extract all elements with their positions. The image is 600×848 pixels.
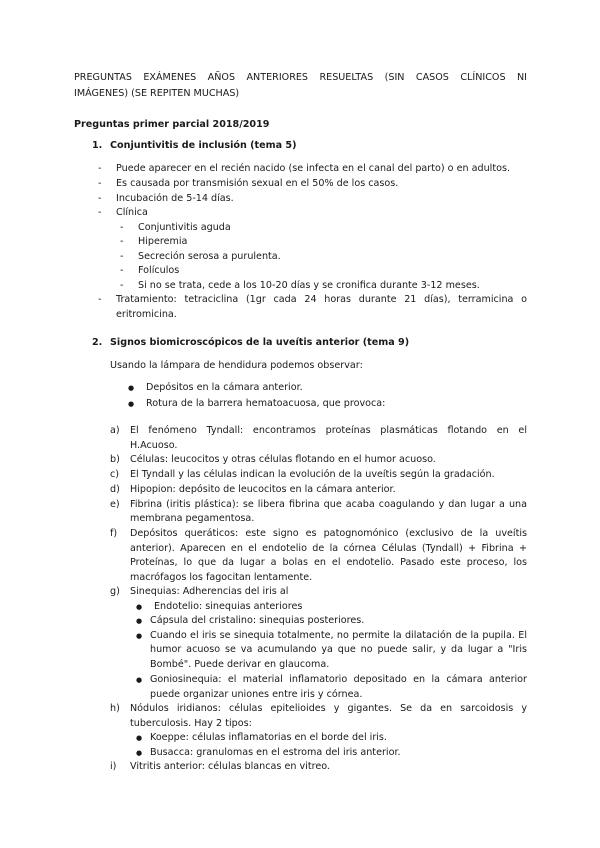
q1-bullet-2: Es causada por transmisión sexual en el 50% de los casos. (116, 178, 399, 189)
dash-marker: - (98, 163, 102, 174)
item-f-line-2: anterior). Aparecen en el endotelio de la córnea Células (Tyndall) + Fibrina + (130, 543, 527, 554)
dot-marker: ● (136, 603, 143, 611)
item-a-line-1: El fenómeno Tyndall: encontramos proteínas plasmáticas flotando en el (130, 425, 527, 436)
dash-marker: - (98, 294, 102, 305)
q1-bullet-1: Puede aparecer en el recién nacido (se infecta en el canal del parto) o en adultos. (116, 163, 511, 174)
letter-h: h) (110, 703, 120, 714)
header-line-1: PREGUNTAS EXÁMENES AÑOS ANTERIORES RESUELTAS (SIN CASOS CLÍNICOS NI (74, 72, 527, 83)
item-f-line-4: macrófagos los fagocitan lentamente. (130, 572, 313, 583)
item-d: Hipopion: depósito de leucocitos en la cámara anterior. (130, 484, 396, 495)
g-item-4-line-1: Goniosinequia: el material inflamatorio depositado en la cámara anterior (150, 674, 527, 685)
item-c: El Tyndall y las células indican la evolución de la uveítis según la gradación. (130, 469, 495, 480)
q2-number: 2. (92, 337, 103, 348)
clinica-item-2: Hiperemia (138, 236, 188, 247)
dot-marker: ● (136, 749, 143, 757)
q2-dot-item-1: Depósitos en la cámara anterior. (146, 382, 303, 393)
item-f-line-3: Proteínas, lo que da lugar a bolas en el endotelio. Pasado este proceso, los (130, 557, 527, 568)
item-h-line-2: tuberculosis. Hay 2 tipos: (130, 718, 252, 729)
clinica-item-4: Folículos (138, 265, 180, 276)
q1-number: 1. (92, 140, 103, 151)
dash-marker: - (120, 251, 124, 262)
dash-marker: - (98, 207, 102, 218)
letter-d: d) (110, 484, 120, 495)
q1-bullet-3: Incubación de 5-14 días. (116, 193, 234, 204)
dot-marker: ● (136, 676, 143, 684)
g-item-4-line-2: puede organizar uniones entre iris y córnea. (150, 689, 363, 700)
item-e-line-1: Fibrina (iritis plástica): se libera fibrina que acaba coagulando y dan lugar a una (130, 499, 527, 510)
letter-c: c) (110, 469, 120, 480)
header-line-2: IMÁGENES) (SE REPITEN MUCHAS) (74, 88, 240, 99)
q1-treatment-line-2: eritromicina. (116, 309, 177, 320)
dash-marker: - (120, 280, 124, 291)
h-item-2: Busacca: granulomas en el estroma del iris anterior. (150, 747, 401, 758)
letter-g: g) (110, 586, 120, 597)
dash-marker: - (120, 265, 124, 276)
dash-marker: - (120, 236, 124, 247)
dash-marker: - (120, 222, 124, 233)
clinica-item-1: Conjuntivitis aguda (138, 222, 231, 233)
g-item-3-line-2: humor acuoso se va acumulando ya que no puede salir, y da lugar a "Iris (150, 644, 527, 655)
g-item-3-line-3: Bombé". Puede derivar en glaucoma. (150, 659, 330, 670)
g-item-1: Endotelio: sinequias anteriores (154, 601, 303, 612)
section-title: Preguntas primer parcial 2018/2019 (74, 119, 270, 130)
item-e-line-2: membrana pegamentosa. (130, 513, 255, 524)
letter-i: i) (110, 761, 117, 772)
clinica-item-5: Si no se trata, cede a los 10-20 días y se cronifica durante 3-12 meses. (138, 280, 480, 291)
q1-bullet-4: Clínica (116, 207, 148, 218)
clinica-item-3: Secreción serosa a purulenta. (138, 251, 281, 262)
item-a-line-2: H.Acuoso. (130, 440, 178, 451)
dot-marker: ● (136, 734, 143, 742)
h-item-1: Koeppe: células inflamatorias en el borde del iris. (150, 732, 387, 743)
dash-marker: - (98, 178, 102, 189)
letter-f: f) (110, 528, 118, 539)
g-item-2: Cápsula del cristalino: sinequias posteriores. (150, 615, 365, 626)
item-f-line-1: Depósitos queráticos: este signo es patognomónico (exclusivo de la uveítis (130, 528, 527, 539)
q2-title: Signos biomicroscópicos de la uveítis anterior (tema 9) (110, 337, 410, 348)
g-item-3-line-1: Cuando el iris se sinequia totalmente, no permite la dilatación de la pupila. El (150, 630, 527, 641)
q1-treatment-line-1: Tratamiento: tetraciclina (1gr cada 24 horas durante 21 días), terramicina o (116, 294, 527, 305)
item-i: Vitritis anterior: células blancas en vitreo. (130, 761, 330, 772)
letter-e: e) (110, 499, 120, 510)
item-g: Sinequias: Adherencias del iris al (130, 586, 289, 597)
dot-marker: ● (136, 617, 143, 625)
letter-b: b) (110, 454, 120, 465)
dot-marker: ● (128, 384, 135, 392)
q1-title: Conjuntivitis de inclusión (tema 5) (110, 140, 297, 151)
q2-dot-item-2: Rotura de la barrera hematoacuosa, que provoca: (146, 398, 386, 409)
dot-marker: ● (128, 400, 135, 408)
item-b: Células: leucocitos y otras células flotando en el humor acuoso. (130, 454, 436, 465)
item-h-line-1: Nódulos iridianos: células epitelioides y gigantes. Se da en sarcoidosis y (130, 703, 527, 714)
q2-intro: Usando la lámpara de hendidura podemos observar: (110, 360, 363, 371)
dash-marker: - (98, 193, 102, 204)
dot-marker: ● (136, 632, 143, 640)
letter-a: a) (110, 425, 120, 436)
